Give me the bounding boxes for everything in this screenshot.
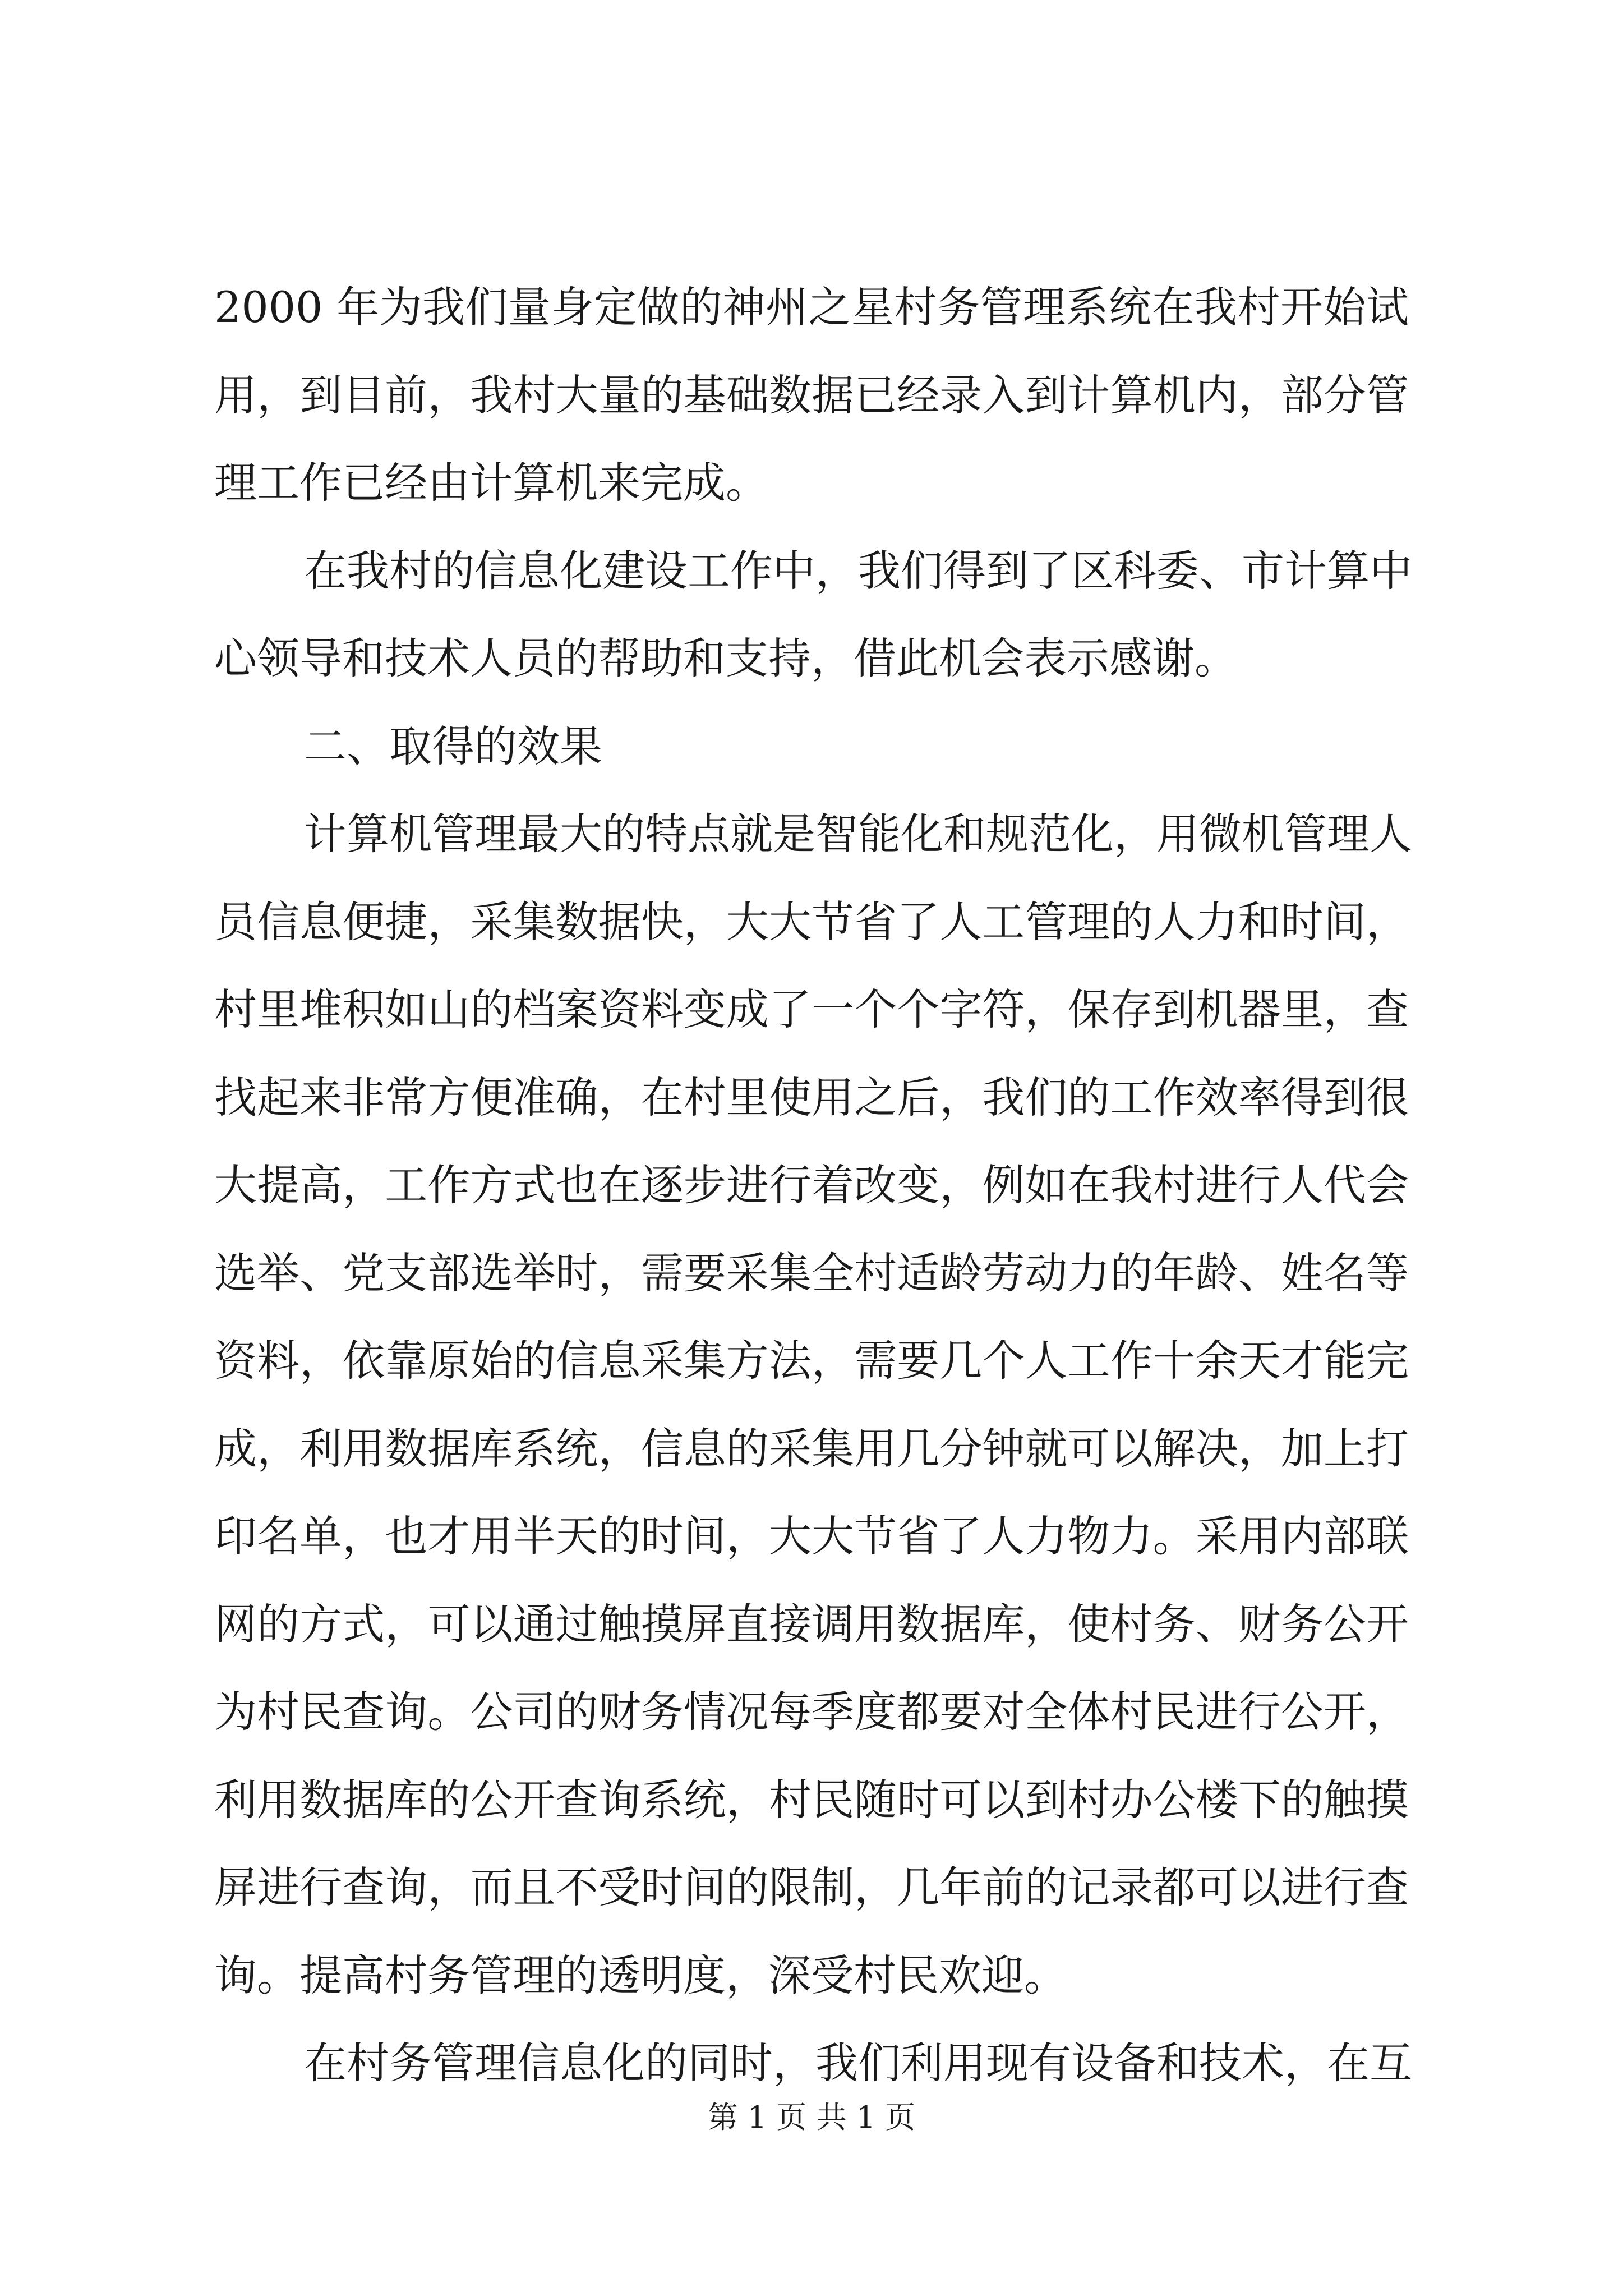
text-line: 员信息便捷，采集数据快，大大节省了人工管理的人力和时间， — [214, 896, 1409, 947]
text-line: 屏进行查询，而且不受时间的限制，几年前的记录都可以进行查 — [214, 1862, 1409, 1912]
text-line: 村里堆积如山的档案资料变成了一个个字符，保存到机器里，查 — [214, 984, 1409, 1034]
text-line: 计算机管理最大的特点就是智能化和规范化，用微机管理人 — [304, 809, 1412, 859]
text-line: 利用数据库的公开查询系统，村民随时可以到村办公楼下的触摸 — [214, 1774, 1409, 1825]
text-line: 印名单，也才用半天的时间，大大节省了人力物力。采用内部联 — [214, 1511, 1409, 1561]
page-footer: 第 1 页 共 1 页 — [707, 2100, 916, 2135]
text-line: 找起来非常方便准确，在村里使用之后，我们的工作效率得到很 — [214, 1072, 1409, 1122]
text-line: 2000 年为我们量身定做的神州之星村务管理系统在我村开始试 — [214, 282, 1409, 332]
text-line: 大提高，工作方式也在逐步进行着改变，例如在我村进行人代会 — [214, 1160, 1409, 1210]
text-line: 成，利用数据库系统，信息的采集用几分钟就可以解决，加上打 — [214, 1423, 1409, 1474]
text-line: 询。提高村务管理的透明度，深受村民欢迎。 — [214, 1950, 1067, 2000]
text-line: 用，到目前，我村大量的基础数据已经录入到计算机内，部分管 — [214, 370, 1409, 420]
text-line: 选举、党支部选举时，需要采集全村适龄劳动力的年龄、姓名等 — [214, 1248, 1409, 1298]
text-line: 在村务管理信息化的同时，我们利用现有设备和技术，在互 — [304, 2038, 1412, 2088]
document-body — [214, 264, 1412, 2108]
text-line: 网的方式，可以通过触摸屏直接调用数据库，使村务、财务公开 — [214, 1599, 1409, 1649]
text-line: 资料，依靠原始的信息采集方法，需要几个人工作十余天才能完 — [214, 1336, 1409, 1386]
section-heading: 二、取得的效果 — [304, 721, 602, 771]
text-line: 理工作已经由计算机来完成。 — [214, 458, 768, 508]
text-line: 在我村的信息化建设工作中，我们得到了区科委、市计算中 — [304, 545, 1412, 596]
text-line: 心领导和技术人员的帮助和支持，借此机会表示感谢。 — [214, 633, 1237, 683]
text-line: 为村民查询。公司的财务情况每季度都要对全体村民进行公开， — [214, 1687, 1409, 1737]
